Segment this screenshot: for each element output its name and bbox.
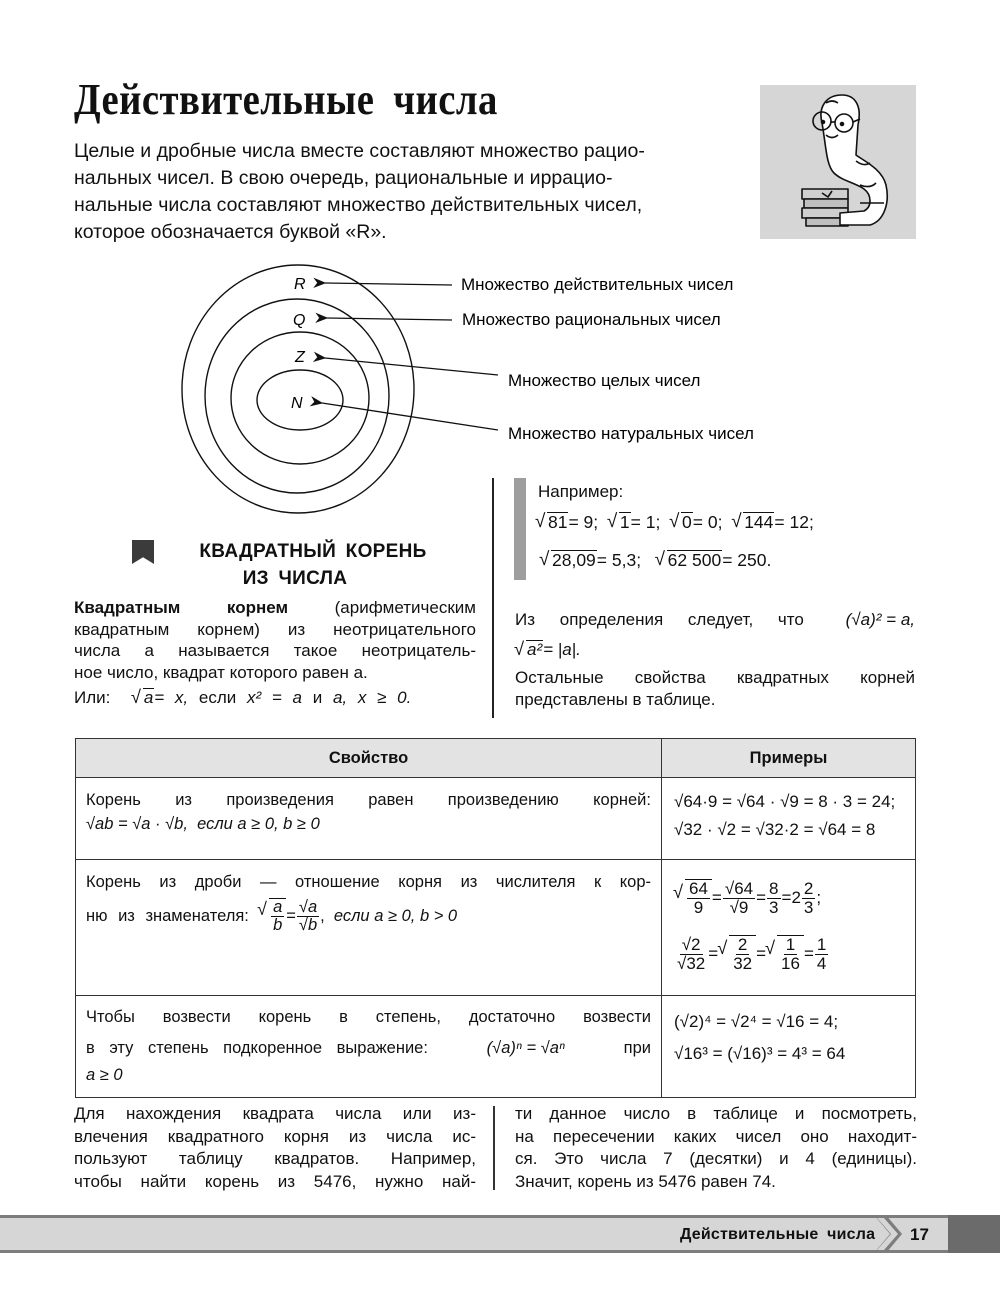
sqrt-example: √ 81 (536, 512, 568, 533)
example-formula: √16³ = (√16)³ = 4³ = 64 (674, 1044, 846, 1063)
column-divider (493, 1106, 495, 1190)
page-title: Действительные числа (74, 75, 498, 124)
sqrt-example: √ 62 500 (656, 550, 723, 571)
paragraph-line: на пересечении каких чисел оно находит- (515, 1126, 917, 1146)
section-heading (130, 538, 460, 592)
page-number: 17 (910, 1225, 929, 1244)
sqrt-example: √ 0 (670, 512, 693, 533)
examples-line-2 (540, 550, 771, 571)
table-row (76, 860, 916, 996)
formula-rest: = |a|. (543, 640, 581, 659)
property-text: Корень из произведения равен произведению корней: (86, 791, 651, 809)
properties-intro (515, 605, 915, 711)
column-header: Свойство (76, 739, 662, 778)
property-condition: a ≥ 0 (86, 1066, 123, 1084)
sqrt-a-squared: √ a² (515, 639, 543, 661)
intro-line: нальных чисел. В свою очередь, рациональные и иррацио- (74, 167, 613, 189)
examples-cell (662, 778, 916, 860)
or-label: Или: (74, 688, 111, 707)
intro-line: которое обозначается буквой «R». (74, 221, 387, 243)
arrow-r (325, 283, 452, 285)
number-sets-diagram (0, 250, 1000, 530)
paragraph-line: влечения квадратного корня из числа ис- (74, 1126, 476, 1146)
definition-paragraph (74, 597, 476, 709)
property-text: Корень из дроби — отношение корня из числителя к кор- (86, 873, 651, 891)
sqrt-example: √ 1 (608, 512, 631, 533)
set-label-n: Множество натуральных чисел (508, 424, 754, 443)
set-letter-r: R (294, 276, 306, 293)
example-result: = 9; (568, 512, 599, 532)
squares-table-paragraph-left (74, 1103, 476, 1193)
squares-table-paragraph-right (515, 1103, 917, 1193)
sqrt-example: √ 144 (732, 512, 774, 533)
chevron-right-icon (872, 1215, 908, 1253)
paragraph-line: чтобы найти корень из 5476, нужно най- (74, 1171, 476, 1191)
example-result: = 12; (774, 512, 814, 532)
paragraph-line: ся. Это числа 7 (десятки) и 4 (единицы). (515, 1149, 917, 1168)
set-letter-q: Q (293, 312, 306, 329)
set-r-ellipse (182, 265, 414, 513)
column-divider (492, 478, 494, 718)
property-cell (76, 996, 662, 1098)
property-text: в эту степень подкоренное выражение: (86, 1039, 428, 1057)
definition-formula (74, 687, 476, 709)
set-letter-z: Z (295, 349, 305, 366)
example-result: = 0; (692, 512, 723, 532)
example-result: = 1; (630, 512, 661, 532)
footer-chapter-title: Действительные числа (680, 1226, 876, 1243)
column-header: Примеры (662, 739, 916, 778)
example-formula: √32 · √2 = √32·2 = √64 = 8 (674, 820, 876, 839)
definition-text: числа a называется такое неотрицатель- (74, 641, 476, 660)
intro-text: Из определения следует, что (515, 610, 804, 629)
examples-heading: Например: (538, 482, 624, 501)
table-row (76, 778, 916, 860)
examples-cell: √ $\frac{64}{9}$ = $\frac{√64}{√9}$ = $\frac{8}{3}$ =2 $\frac{2}{3}$ ; $\frac{√2}{√32}$ = √ $\frac{2}{32}$ = √ $\frac{1}{16}$ = $\frac{1}{4}$ (662, 860, 916, 996)
property-formula: √ab = √a · √b, (86, 815, 188, 833)
property-text: Чтобы возвести корень в степень, достаточно возвести (86, 1008, 651, 1026)
set-letter-n: N (291, 395, 303, 412)
if-label: если (198, 688, 237, 707)
section-heading-line: КВАДРАТНЫЙ КОРЕНЬ (199, 541, 427, 562)
examples-cell (662, 996, 916, 1098)
arrow-q (327, 318, 452, 320)
property-text: ню из знаменателя: (86, 907, 249, 926)
condition: x² = a (247, 688, 302, 707)
definition-text: квадратным корнем) из неотрицательного (74, 619, 476, 639)
paragraph-line: Значит, корень из 5476 равен 74. (515, 1171, 776, 1191)
property-condition: если a ≥ 0, b ≥ 0 (197, 815, 320, 833)
property-text: при (623, 1039, 651, 1057)
examples-line-1 (536, 512, 814, 533)
formula-rest: = x, (154, 688, 189, 707)
paragraph-line: Для нахождения квадрата числа или из- (74, 1104, 476, 1123)
set-label-r: Множество действительных чисел (461, 275, 734, 294)
table-header-row (76, 739, 916, 778)
paragraph-line: ти данное число в таблице и посмотреть, (515, 1104, 917, 1123)
paragraph-line: пользуют таблицу квадратов. Например, (74, 1149, 476, 1168)
sqrt-properties-table (75, 738, 916, 1098)
table-row (76, 996, 916, 1098)
intro-paragraph (74, 138, 724, 246)
definition-text: (арифметическим (334, 598, 476, 617)
note-accent-bar (514, 478, 526, 580)
example-result: = 5,3; (596, 550, 642, 570)
example-result: = 250. (722, 550, 772, 570)
set-label-q: Множество рациональных чисел (462, 310, 721, 329)
and-label: и (312, 688, 323, 707)
sqrt-a: √ a (132, 687, 154, 709)
arrow-n (322, 403, 498, 430)
formula: (√a)² = a, (845, 610, 915, 629)
intro-text: представлены в таблице. (515, 690, 716, 709)
example-formula: (√2)⁴ = √2⁴ = √16 = 4; (674, 1012, 839, 1031)
definition-term: Квадратным корнем (74, 598, 289, 617)
example-formula: √64·9 = √64 · √9 = 8 · 3 = 24; (674, 792, 896, 811)
property-condition: если a ≥ 0, b > 0 (333, 907, 458, 926)
footer-tab (948, 1215, 1000, 1253)
section-heading-line: ИЗ ЧИСЛА (242, 568, 348, 589)
set-label-z: Множество целых чисел (508, 371, 701, 390)
condition: a, x ≥ 0. (332, 688, 412, 707)
sqrt-fraction: √ $\frac{64}{9}$ (674, 879, 712, 917)
sqrt-fraction: √ $\frac{a}{b}$ (258, 898, 286, 935)
examples-note (538, 482, 623, 502)
property-cell: Корень из дроби — отношение корня из числителя к кор- ню из знаменателя: √ $\frac{a}{b}$ = $\frac{√a}{√b}$ , если a ≥ 0, b > 0 (76, 860, 662, 996)
property-cell (76, 778, 662, 860)
intro-line: Целые и дробные числа вместе составляют множество рацио- (74, 140, 645, 162)
property-formula: (√a)ⁿ = √aⁿ (486, 1039, 565, 1057)
bookworm-icon (760, 85, 916, 239)
sqrt-example: √ 28,09 (540, 550, 597, 571)
intro-line: нальные числа составляют множество действительных чисел, (74, 194, 643, 216)
bookworm-illustration (760, 85, 916, 239)
intro-text: Остальные свойства квадратных корней (515, 668, 915, 687)
definition-text: ное число, квадрат которого равен a. (74, 662, 368, 682)
page-footer (0, 1211, 1000, 1257)
